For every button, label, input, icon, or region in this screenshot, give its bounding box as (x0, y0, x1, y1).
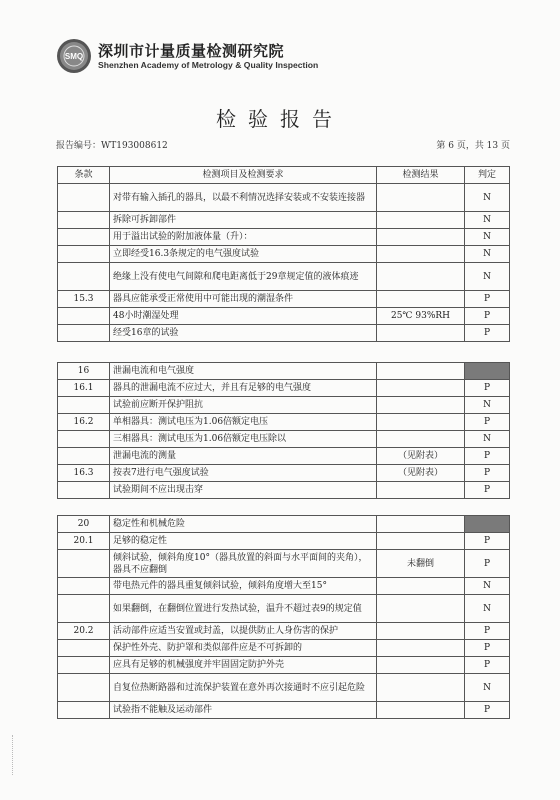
cell-clause (58, 246, 110, 263)
inspection-table-2 (57, 362, 510, 499)
margin-mark (12, 735, 19, 775)
cell-result (377, 623, 465, 640)
cell-item: 用于溢出试验的附加液体量（升）： (110, 229, 377, 246)
page-indicator: 第 6 页，共 13 页 (436, 141, 510, 151)
cell-clause (58, 263, 110, 291)
cell-item: 倾斜试验，倾斜角度10°（器具放置的斜面与水平面间的夹角），器具不应翻倒 (110, 550, 377, 578)
cell-verdict: P (465, 465, 510, 482)
cell-result (377, 657, 465, 674)
inspection-table-1 (57, 166, 510, 342)
cell-result (377, 578, 465, 595)
table-row (58, 363, 510, 380)
cell-clause (58, 578, 110, 595)
cell-clause (58, 674, 110, 702)
cell-item: 按表7进行电气强度试验 (110, 465, 377, 482)
table-row (58, 465, 510, 482)
cell-item: 足够的稳定性 (110, 533, 377, 550)
cell-clause: 16.3 (58, 465, 110, 482)
cell-item: 三相器具：测试电压为1.06倍额定电压除以 (110, 431, 377, 448)
cell-item: 立即经受16.3条规定的电气强度试验 (110, 246, 377, 263)
svg-text:SMQ: SMQ (64, 52, 84, 61)
table-row (58, 578, 510, 595)
cell-verdict: P (465, 308, 510, 325)
cell-clause: 20.2 (58, 623, 110, 640)
cell-verdict: N (465, 397, 510, 414)
table-row (58, 212, 510, 229)
cell-item: 如果翻倒，在翻倒位置进行发热试验，温升不超过表9的规定值 (110, 595, 377, 623)
table-row (58, 291, 510, 308)
cell-result (377, 533, 465, 550)
table-row (58, 702, 510, 719)
cell-item: 绝缘上没有使电气间隙和爬电距离低于29章规定值的液体痕迹 (110, 263, 377, 291)
report-title: 检验报告 (216, 107, 344, 131)
cell-verdict: P (465, 482, 510, 499)
cell-item: 试验前应断开保护阻抗 (110, 397, 377, 414)
table-row (58, 414, 510, 431)
cell-item: 单相器具：测试电压为1.06倍额定电压 (110, 414, 377, 431)
table-row (58, 516, 510, 533)
table-row (58, 229, 510, 246)
cell-result (377, 363, 465, 380)
cell-verdict: N (465, 431, 510, 448)
cell-verdict: P (465, 550, 510, 578)
cell-result: 未翻倒 (377, 550, 465, 578)
table-row (58, 380, 510, 397)
table-row (58, 533, 510, 550)
cell-clause (58, 184, 110, 212)
smq-logo-icon (56, 38, 92, 74)
cell-result (377, 325, 465, 342)
col-header-item: 检测项目及检测要求 (110, 167, 377, 184)
cell-item: 经受16章的试验 (110, 325, 377, 342)
col-header-verdict: 判定 (465, 167, 510, 184)
table-row (58, 482, 510, 499)
table-row (58, 674, 510, 702)
cell-clause: 15.3 (58, 291, 110, 308)
cell-result (377, 516, 465, 533)
table-row (58, 325, 510, 342)
cell-result (377, 184, 465, 212)
cell-item: 试验期间不应出现击穿 (110, 482, 377, 499)
cell-item: 应具有足够的机械强度并牢固固定防护外壳 (110, 657, 377, 674)
cell-result (377, 640, 465, 657)
cell-item: 活动部件应适当安置或封盖，以提供防止人身伤害的保护 (110, 623, 377, 640)
report-number: 报告编号：WT193008612 (56, 141, 168, 151)
cell-clause (58, 308, 110, 325)
cell-verdict: P (465, 448, 510, 465)
cell-result (377, 397, 465, 414)
org-header (56, 38, 356, 78)
table-row (58, 623, 510, 640)
cell-clause: 20 (58, 516, 110, 533)
cell-result (377, 482, 465, 499)
table-row (58, 308, 510, 325)
cell-clause (58, 657, 110, 674)
cell-item: 48小时潮湿处理 (110, 308, 377, 325)
cell-verdict: N (465, 263, 510, 291)
cell-result (377, 263, 465, 291)
cell-result: （见附表） (377, 465, 465, 482)
cell-clause (58, 482, 110, 499)
cell-clause (58, 325, 110, 342)
cell-item: 泄漏电流和电气强度 (110, 363, 377, 380)
cell-item: 自复位热断路器和过流保护装置在意外再次接通时不应引起危险 (110, 674, 377, 702)
cell-clause: 16 (58, 363, 110, 380)
cell-verdict: P (465, 380, 510, 397)
cell-verdict: N (465, 674, 510, 702)
cell-item: 带电热元件的器具重复倾斜试验，倾斜角度增大至15° (110, 578, 377, 595)
table-row (58, 640, 510, 657)
cell-item: 器具的泄漏电流不应过大，并且有足够的电气强度 (110, 380, 377, 397)
cell-result (377, 674, 465, 702)
cell-verdict: P (465, 640, 510, 657)
col-header-clause: 条款 (58, 167, 110, 184)
table-row (58, 246, 510, 263)
table-row (58, 184, 510, 212)
cell-verdict: P (465, 623, 510, 640)
cell-clause (58, 229, 110, 246)
cell-item: 器具应能承受正常使用中可能出现的潮湿条件 (110, 291, 377, 308)
cell-verdict: N (465, 246, 510, 263)
cell-result (377, 414, 465, 431)
table-row (58, 657, 510, 674)
cell-verdict: N (465, 229, 510, 246)
cell-item: 拆除可拆卸部件 (110, 212, 377, 229)
cell-clause (58, 550, 110, 578)
cell-item: 保护性外壳、防护罩和类似部件应是不可拆卸的 (110, 640, 377, 657)
cell-verdict: N (465, 184, 510, 212)
cell-result: 25℃ 93%RH (377, 308, 465, 325)
cell-clause: 16.2 (58, 414, 110, 431)
cell-clause (58, 431, 110, 448)
cell-clause: 20.1 (58, 533, 110, 550)
org-name-en: Shenzhen Academy of Metrology & Quality Inspection (98, 60, 319, 70)
cell-result (377, 380, 465, 397)
col-header-result: 检测结果 (377, 167, 465, 184)
cell-result: （见附表） (377, 448, 465, 465)
table-row (58, 550, 510, 578)
cell-result (377, 431, 465, 448)
cell-result (377, 212, 465, 229)
table-header-row (58, 167, 510, 184)
cell-result (377, 246, 465, 263)
cell-verdict: P (465, 657, 510, 674)
table-row (58, 263, 510, 291)
cell-result (377, 702, 465, 719)
cell-verdict: N (465, 212, 510, 229)
cell-verdict: P (465, 702, 510, 719)
cell-item: 稳定性和机械危险 (110, 516, 377, 533)
cell-verdict: P (465, 325, 510, 342)
cell-result (377, 291, 465, 308)
org-name-cn: 深圳市计量质量检测研究院 (98, 42, 285, 60)
cell-verdict (465, 516, 510, 533)
cell-item: 泄漏电流的测量 (110, 448, 377, 465)
cell-item: 对带有输入插孔的器具，以最不利情况选择安装或不安装连接器 (110, 184, 377, 212)
cell-clause (58, 595, 110, 623)
inspection-table-3 (57, 515, 510, 719)
cell-verdict: P (465, 533, 510, 550)
cell-verdict: P (465, 291, 510, 308)
cell-clause (58, 702, 110, 719)
cell-result (377, 595, 465, 623)
cell-clause (58, 212, 110, 229)
cell-verdict: N (465, 578, 510, 595)
cell-result (377, 229, 465, 246)
cell-verdict (465, 363, 510, 380)
cell-clause (58, 640, 110, 657)
table-row (58, 431, 510, 448)
cell-verdict: P (465, 414, 510, 431)
table-row (58, 397, 510, 414)
cell-clause (58, 397, 110, 414)
cell-verdict: N (465, 595, 510, 623)
cell-clause (58, 448, 110, 465)
table-row (58, 448, 510, 465)
table-row (58, 595, 510, 623)
cell-item: 试验指不能触及运动部件 (110, 702, 377, 719)
cell-clause: 16.1 (58, 380, 110, 397)
